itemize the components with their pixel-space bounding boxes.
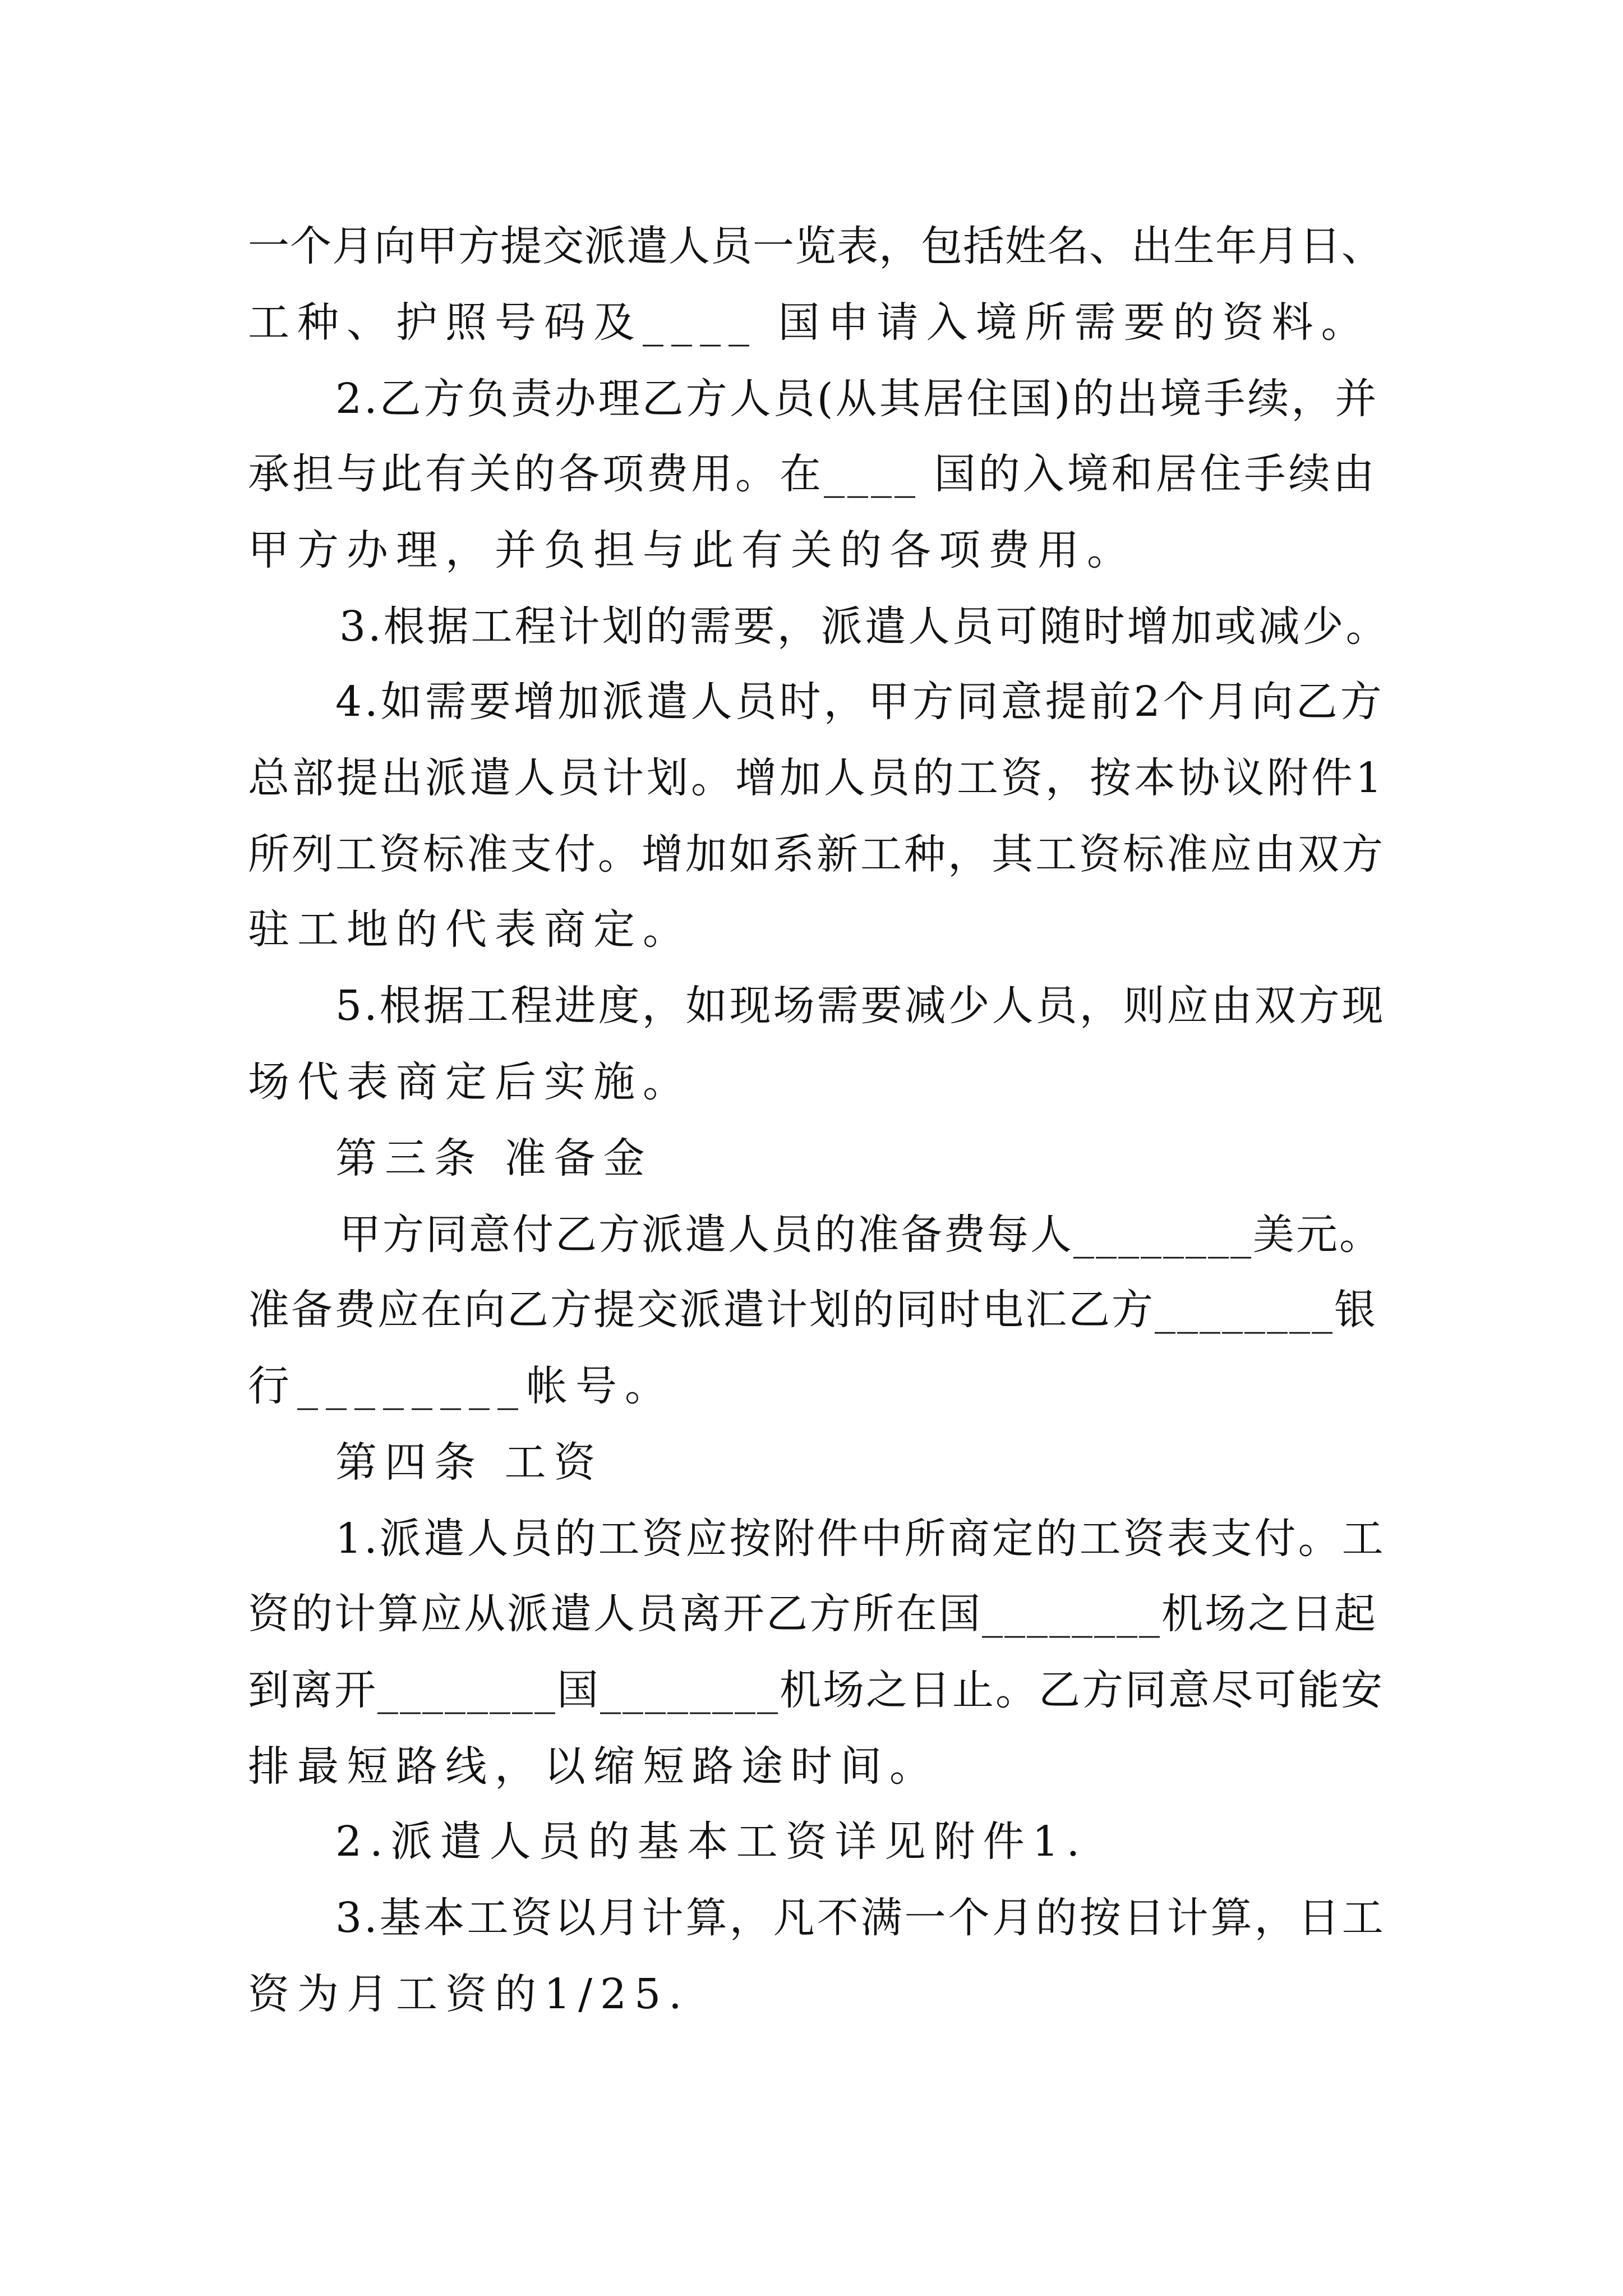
text-line: 工种、护照号码及____ 国申请入境所需要的资料。 <box>248 298 1371 347</box>
text-line: 5.根据工程进度，如现场需要减少人员，则应由双方现 <box>335 982 1386 1030</box>
text-line: 承担与此有关的各项费用。在____ 国的入境和居住手续由 <box>248 450 1377 498</box>
text-line: 4.如需要增加派遣人员时，甲方同意提前2个月向乙方 <box>335 678 1385 726</box>
text-line: 资为月工资的1/25. <box>248 1970 690 2018</box>
text-line: 一个月向甲方提交派遣人员一览表，包括姓名、出生年月日、 <box>248 222 1384 270</box>
text-line: 到离开________国________机场之日止。乙方同意尽可能安 <box>248 1666 1384 1714</box>
text-line: 驻工地的代表商定。 <box>248 905 692 954</box>
text-line: 总部提出派遣人员计划。增加人员的工资，按本协议附件1 <box>248 754 1385 802</box>
text-line: 3.基本工资以月计算，凡不满一个月的按日计算，日工 <box>335 1894 1386 1942</box>
text-line: 甲方办理，并负担与此有关的各项费用。 <box>248 526 1136 574</box>
text-line: 资的计算应从派遣人员离开乙方所在国________机场之日起 <box>248 1590 1377 1638</box>
text-line: 2.派遣人员的基本工资详见附件1. <box>335 1818 1088 1866</box>
text-line: 准备费应在向乙方提交派遣计划的同时电汇乙方________银 <box>248 1286 1377 1334</box>
text-line: 场代表商定后实施。 <box>248 1058 692 1106</box>
text-line: 行________帐号。 <box>248 1362 674 1410</box>
text-line: 1.派遣人员的工资应按附件中所商定的工资表支付。工 <box>335 1515 1386 1563</box>
text-line: 甲方同意付乙方派遣人员的准备费每人________美元。 <box>339 1211 1382 1259</box>
section-heading: 第四条 工资 <box>335 1438 603 1487</box>
text-line: 排最短路线，以缩短路途时间。 <box>248 1742 939 1791</box>
text-line: 2.乙方负责办理乙方人员(从其居住国)的出境手续，并 <box>335 375 1379 423</box>
section-heading: 第三条 准备金 <box>335 1134 653 1182</box>
text-line: 3.根据工程计划的需要，派遣人员可随时增加或减少。 <box>339 602 1390 651</box>
text-line: 所列工资标准支付。增加如系新工种，其工资标准应由双方 <box>248 830 1385 878</box>
